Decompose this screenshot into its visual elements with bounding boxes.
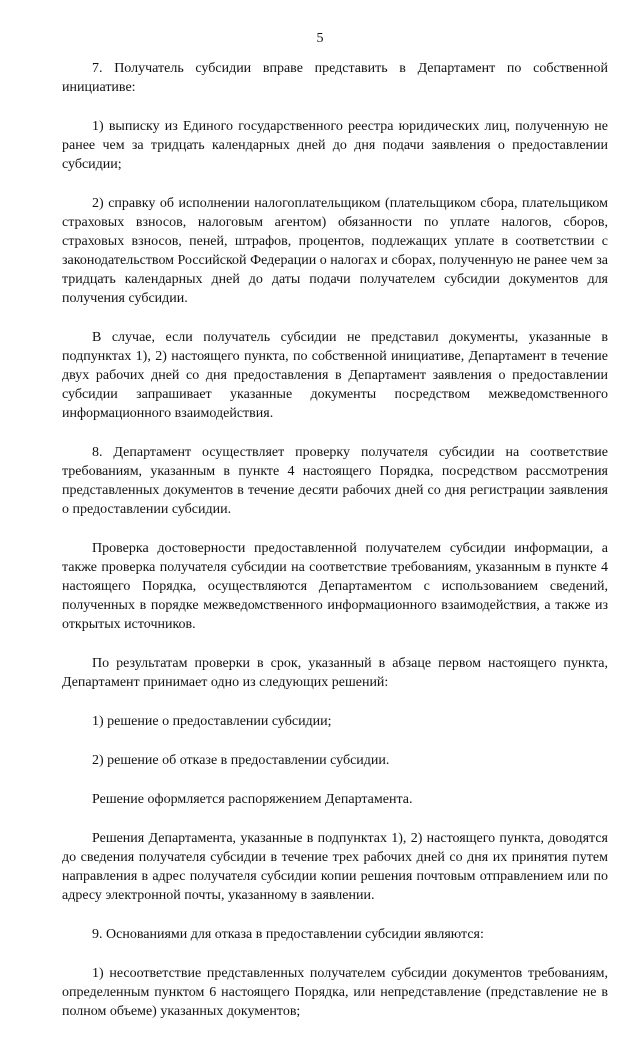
page-number: 5 [316, 31, 324, 46]
paragraph-8-reliability-check: Проверка достоверности предоставленной получателем субсидии информации, а также проверка получателя субсидии на соответствие требованиям, указанным в пункте 4 настоящего Порядка, осуществляются Департаментом с использованием сведений, полученных в порядке межведомственного информационного взаимодействия, а также из открытых источников. [62, 541, 608, 632]
paragraph-8-notification: Решения Департамента, указанные в подпунктах 1), 2) настоящего пункта, доводятся до сведения получателя субсидии в течение трех рабочих дней со дня их принятия путем направления в адрес получателя субсидии копии решения почтовым отправлением или по адресу электронной почты, указанному в заявлении. [62, 831, 608, 903]
paragraph-7-intro: 7. Получатель субсидии вправе представить в Департамент по собственной инициативе: [62, 61, 608, 95]
paragraph-8-decision-intro: По результатам проверки в срок, указанный в абзаце первом настоящего пункта, Департамент принимает одно из следующих решений: [62, 656, 608, 690]
paragraph-8-verification: 8. Департамент осуществляет проверку получателя субсидии на соответствие требованиям, указанным в пункте 4 настоящего Порядка, посредством рассмотрения представленных документов в течение десяти рабочих дней со дня регистрации заявления о предоставлении субсидии. [62, 445, 608, 517]
paragraph-7-item-1: 1) выписку из Единого государственного реестра юридических лиц, полученную не ранее чем за тридцать календарных дней до дня подачи заявления о предоставлении субсидии; [62, 119, 608, 172]
paragraph-7-item-2: 2) справку об исполнении налогоплательщиком (плательщиком сбора, плательщиком страховых взносов, налоговым агентом) обязанности по уплате налогов, сборов, страховых взносов, пеней, штрафов, процентов, подлежащих уплате в соответствии с законодательством Российской Федерации о налогах и сборах, полученную не ранее чем за тридцать календарных дней до даты подачи получателем субсидии документов для получения субсидии. [62, 196, 608, 306]
paragraph-8-decision-form: Решение оформляется распоряжением Департамента. [92, 792, 413, 807]
paragraph-7-interagency-request: В случае, если получатель субсидии не представил документы, указанные в подпунктах 1), 2) настоящего пункта, по собственной инициативе, Департамент в течение двух рабочих дней со дня предоставления в Департамент заявления о предоставлении субсидии запрашивает указанные документы посредством межведомственного информационного взаимодействия. [62, 330, 608, 421]
document-body [62, 59, 608, 1041]
paragraph-8-decision-refusal: 2) решение об отказе в предоставлении субсидии. [92, 753, 390, 768]
paragraph-9-item-1: 1) несоответствие представленных получателем субсидии документов требованиям, определенным пунктом 6 настоящего Порядка, или непредставление (представление не в полном объеме) указанных документов; [62, 966, 608, 1019]
paragraph-9-intro: 9. Основаниями для отказа в предоставлении субсидии являются: [92, 927, 484, 942]
paragraph-8-decision-grant: 1) решение о предоставлении субсидии; [92, 714, 332, 729]
